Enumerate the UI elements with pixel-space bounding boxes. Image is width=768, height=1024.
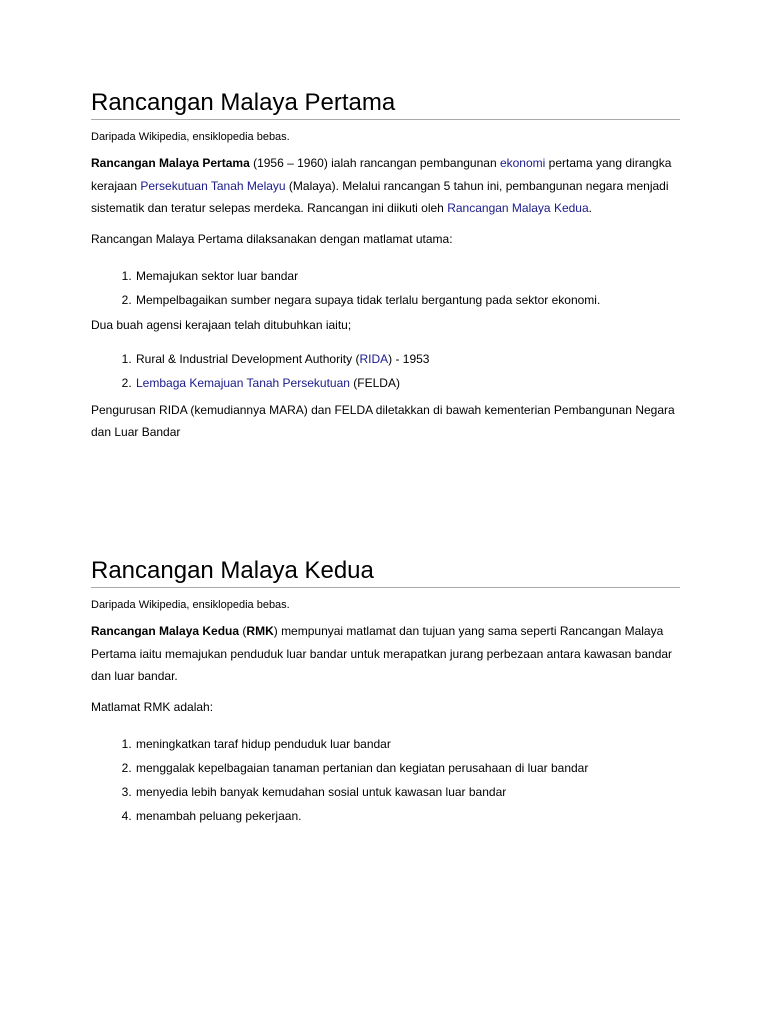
list-item: [135, 347, 680, 371]
link-rancangan-malaya-kedua[interactable]: Rancangan Malaya Kedua: [447, 201, 589, 215]
text-span: Rural & Industrial Development Authority (: [136, 351, 360, 366]
list-item: 4. menambah peluang pekerjaan.: [135, 804, 680, 828]
management-paragraph: Pengurusan RIDA (kemudiannya MARA) dan FELDA diletakkan di bawah kementerian Pembangunan Negara dan Luar Bandar: [91, 402, 675, 439]
list-item: 1. Memajukan sektor luar bandar: [135, 264, 680, 288]
bold-term: Rancangan Malaya Pertama: [91, 156, 250, 170]
article-tagline: Daripada Wikipedia, ensiklopedia bebas.: [91, 599, 290, 611]
agencies-paragraph: Dua buah agensi kerajaan telah ditubuhkan iaitu;: [91, 318, 352, 332]
bold-term: Rancangan Malaya Kedua: [91, 624, 240, 638]
bold-term: RMK: [246, 624, 274, 638]
article-rmp: [91, 88, 680, 444]
text-span: (Malaya). Melalui rancangan 5 tahun ini, pembangunan negara menjadi sistematik dan teratur selepas merdeka. Rancangan ini diikuti oleh: [91, 178, 669, 215]
intro-paragraph: [91, 152, 680, 220]
list-item: [135, 371, 680, 395]
list-item: 2. Mempelbagaikan sumber negara supaya tidak terlalu bergantung pada sektor ekonomi.: [135, 288, 680, 312]
article-title: Rancangan Malaya Pertama: [91, 88, 680, 120]
text-span: pertama yang dirangka kerajaan: [91, 156, 672, 193]
text-span: .: [588, 201, 592, 215]
text-span: (FELDA): [349, 375, 400, 390]
text-span: ) mempunyai matlamat dan tujuan yang sama seperti Rancangan Malaya Pertama iaitu memajukan penduduk luar bandar untuk merapatkan jurang perbezaan antara kawasan bandar dan luar bandar.: [91, 624, 673, 683]
objectives-paragraph: Rancangan Malaya Pertama dilaksanakan dengan matlamat utama:: [91, 231, 453, 246]
list-item: 3. menyedia lebih banyak kemudahan sosial untuk kawasan luar bandar: [135, 780, 680, 804]
article-title: Rancangan Malaya Kedua: [91, 556, 680, 588]
list-item: 1. meningkatkan taraf hidup penduduk luar bandar: [135, 732, 680, 756]
link-rida[interactable]: RIDA: [359, 351, 389, 366]
article-tagline: Daripada Wikipedia, ensiklopedia bebas.: [91, 131, 290, 143]
text-span: ) - 1953: [388, 351, 430, 366]
link-felda[interactable]: Lembaga Kemajuan Tanah Persekutuan: [136, 375, 350, 390]
goals-paragraph: Matlamat RMK adalah:: [91, 699, 214, 714]
text-span: (1956 – 1960) ialah rancangan pembangunan: [249, 156, 500, 170]
list-item: 2. menggalak kepelbagaian tanaman pertanian dan kegiatan perusahaan di luar bandar: [135, 756, 680, 780]
intro-paragraph: [91, 620, 680, 688]
goals-list: [91, 732, 680, 828]
agencies-list: [91, 347, 680, 395]
objectives-list: [91, 264, 680, 312]
link-ekonomi[interactable]: ekonomi: [499, 156, 546, 170]
article-rmk: [91, 556, 680, 828]
text-span: (: [239, 624, 247, 638]
link-persekutuan-tanah-melayu[interactable]: Persekutuan Tanah Melayu: [140, 178, 286, 193]
